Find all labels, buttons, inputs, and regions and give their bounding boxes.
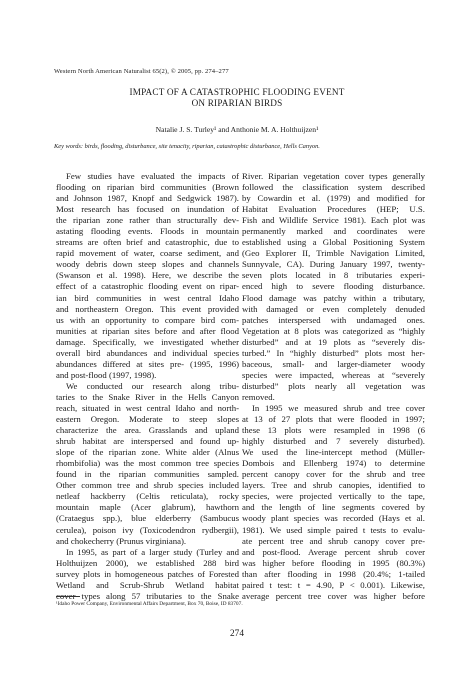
text-line: permanently marked and coordinates were [242, 226, 425, 237]
text-line: netleaf hackberry (Celtis reticulata), rocky [56, 491, 239, 502]
text-line: us with an opportunity to compare bird com- [56, 314, 239, 325]
text-line: woody plant species was recorded (Hays et al. [242, 513, 425, 524]
text-line: ate percent tree and shrub canopy cover pre- [242, 535, 425, 546]
text-line: Wetland and Scrub-Shrub Wetland habitat [56, 579, 239, 590]
text-line: at 13 of 27 plots that were flooded in 1997; [242, 414, 425, 425]
text-line: Holthuijzen 2000), we established 288 bird [56, 557, 239, 568]
text-line: We conducted our research along tribu- [66, 380, 239, 391]
text-line: damage. Specifically, we investigated whether [56, 336, 239, 347]
text-line: with damaged or even completely denuded [242, 303, 425, 314]
text-line: turbed.” In “highly disturbed” plots most her- [242, 347, 425, 358]
text-line: 1981). We used simple paired t tests to evalu- [242, 524, 425, 535]
text-line: disturbed” and at 19 plots as “severely dis- [242, 336, 425, 347]
left-column [56, 171, 239, 602]
text-line: Habitat Evaluation Procedures (HEP; U.S. [242, 204, 425, 215]
text-line: ian bird communities in west central Idaho [56, 292, 239, 303]
text-line: and Johnson 1987, Knopf and Sedgwick 1987). [56, 193, 239, 204]
text-line: taries to the Snake River in the Hells Canyon [56, 391, 239, 402]
text-line: than after flooding in 1998 (20.4%; 1-tailed [242, 568, 425, 579]
text-line: River. Riparian vegetation cover types generally [242, 171, 425, 181]
text-line: streams are often brief and catastrophic, due to [56, 237, 239, 248]
text-line: slope of the riparian zone. White alder (Alnus [56, 447, 239, 458]
text-line: reach, situated in west central Idaho and north- [56, 402, 239, 413]
text-line: (Swanson et al. 1998). Here, we describe the [56, 270, 239, 281]
text-line: species were impacted, whereas at “severely [242, 369, 425, 380]
text-line: rapid movement of water, coarse sediment, and [56, 248, 239, 259]
text-line: astating flooding events. Floods in mountain [56, 226, 239, 237]
text-line: (Geo Explorer II, Trimble Navigation Limited, [242, 248, 425, 259]
text-line: effect of a catastrophic flooding event on ripar- [56, 281, 239, 292]
title-line-1: IMPACT OF A CATASTROPHIC FLOODING EVENT [129, 87, 345, 97]
text-line: percent canopy cover for the shrub and tree [242, 469, 425, 480]
text-line: munities at riparian sites before and after flood [56, 325, 239, 336]
footnote-rule [56, 596, 80, 597]
title-line-2: ON RIPARIAN BIRDS [191, 98, 283, 108]
text-line: average percent tree cover was higher before [242, 590, 425, 601]
text-line: Dombois and Ellenberg 1974) to determine [242, 458, 425, 469]
text-line: abundances differed at sites pre- (1995, 1996) [56, 358, 239, 369]
text-line: and chokecherry (Prunus virginiana). [56, 535, 187, 546]
text-line: removed. [242, 391, 275, 402]
text-line: characterize the area. Grasslands and upland [56, 425, 239, 436]
text-line: mountain maple (Acer glabrum), hawthorn [56, 502, 239, 513]
text-line: cover types along 57 tributaries to the Snake [56, 590, 239, 601]
text-line: We used the line-intercept method (Müller- [242, 447, 425, 458]
text-line: Fish and Wildlife Service 1981). Each plot was [242, 215, 425, 226]
text-line: and northeastern Oregon. This event provided [56, 303, 239, 314]
text-line: Few studies have evaluated the impacts of [66, 171, 239, 181]
text-line: followed the classification system described [242, 182, 425, 193]
right-column [242, 171, 425, 602]
text-line: In 1995, as part of a larger study (Turley and [66, 546, 239, 557]
text-line: Vegetation at 8 plots was categorized as “highly [242, 325, 425, 336]
text-line: Sunnyvale, CA). During January 1997, twenty- [242, 259, 425, 270]
text-line: layers. Tree and shrub canopies, identified to [242, 480, 425, 491]
text-line: flooding on riparian bird communities (Brown [56, 182, 239, 193]
text-line: by Cowardin et al. (1979) and modified for [242, 193, 425, 204]
text-line: and the length of line segments covered by [242, 502, 425, 513]
authors: Natalie J. S. Turley¹ and Anthonie M. A. Holthuijzen¹ [155, 125, 319, 134]
text-line: the riparian zone rather than structurally dev- [56, 215, 239, 226]
text-line: cerulea), poison ivy (Toxicodendron rydbergii), [56, 524, 239, 535]
text-line: enced high to severe flooding disturbance. [242, 281, 425, 292]
text-line: (Crataegus spp.), blue elderberry (Sambucus [56, 513, 239, 524]
journal-citation: Western North American Naturalist 65(2), © 2005, pp. 274–277 [54, 68, 229, 75]
text-line: disturbed” plots nearly all vegetation was [242, 380, 425, 391]
text-line: survey plots in homogeneous patches of Forested [56, 568, 239, 579]
text-line: and post-flood (1997, 1998). [56, 369, 157, 380]
text-line: paired t test: t = 4.90, P < 0.001). Likewise, [242, 579, 425, 590]
text-line: In 1995 we measured shrub and tree cover [252, 402, 425, 413]
text-line: shrub habitat are interspersed and found up- [56, 436, 239, 447]
footnote: ¹Idaho Power Company, Environmental Affairs Department, Box 70, Boise, ID 83707. [56, 601, 243, 607]
text-line: seven plots located in 8 tributaries experi- [242, 270, 425, 281]
text-line: rhombifolia) was the most common tree species [56, 458, 239, 469]
text-line: and post-flood. Average percent shrub cover [242, 546, 425, 557]
text-line: patches interspersed with undamaged ones. [242, 314, 425, 325]
text-line: Flood damage was patchy within a tributary, [242, 292, 425, 303]
text-line: baceous, small- and larger-diameter woody [242, 358, 425, 369]
text-line: species, were projected vertically to the tape, [242, 491, 425, 502]
text-line: established using a Global Positioning System [242, 237, 425, 248]
page-number: 274 [230, 629, 244, 639]
text-line: overall bird abundances and individual species [56, 347, 239, 358]
text-line: Other common tree and shrub species included [56, 480, 239, 491]
text-line: eastern Oregon. Moderate to steep slopes [56, 414, 239, 425]
text-line: highly disturbed and 7 severely disturbed). [242, 436, 425, 447]
text-line: woody debris down steep slopes and channels [56, 259, 239, 270]
text-line: found in the riparian communities sampled. [56, 469, 239, 480]
article-title [0, 87, 474, 109]
keywords: Key words: birds, flooding, disturbance, site tenacity, riparian, catastrophic disturbance, Hells Canyon. [54, 143, 320, 150]
text-line: Most research has focused on inundation of [56, 204, 239, 215]
text-line: was higher before flooding in 1995 (80.3%) [242, 557, 425, 568]
text-line: these 13 plots were resampled in 1998 (6 [242, 425, 425, 436]
